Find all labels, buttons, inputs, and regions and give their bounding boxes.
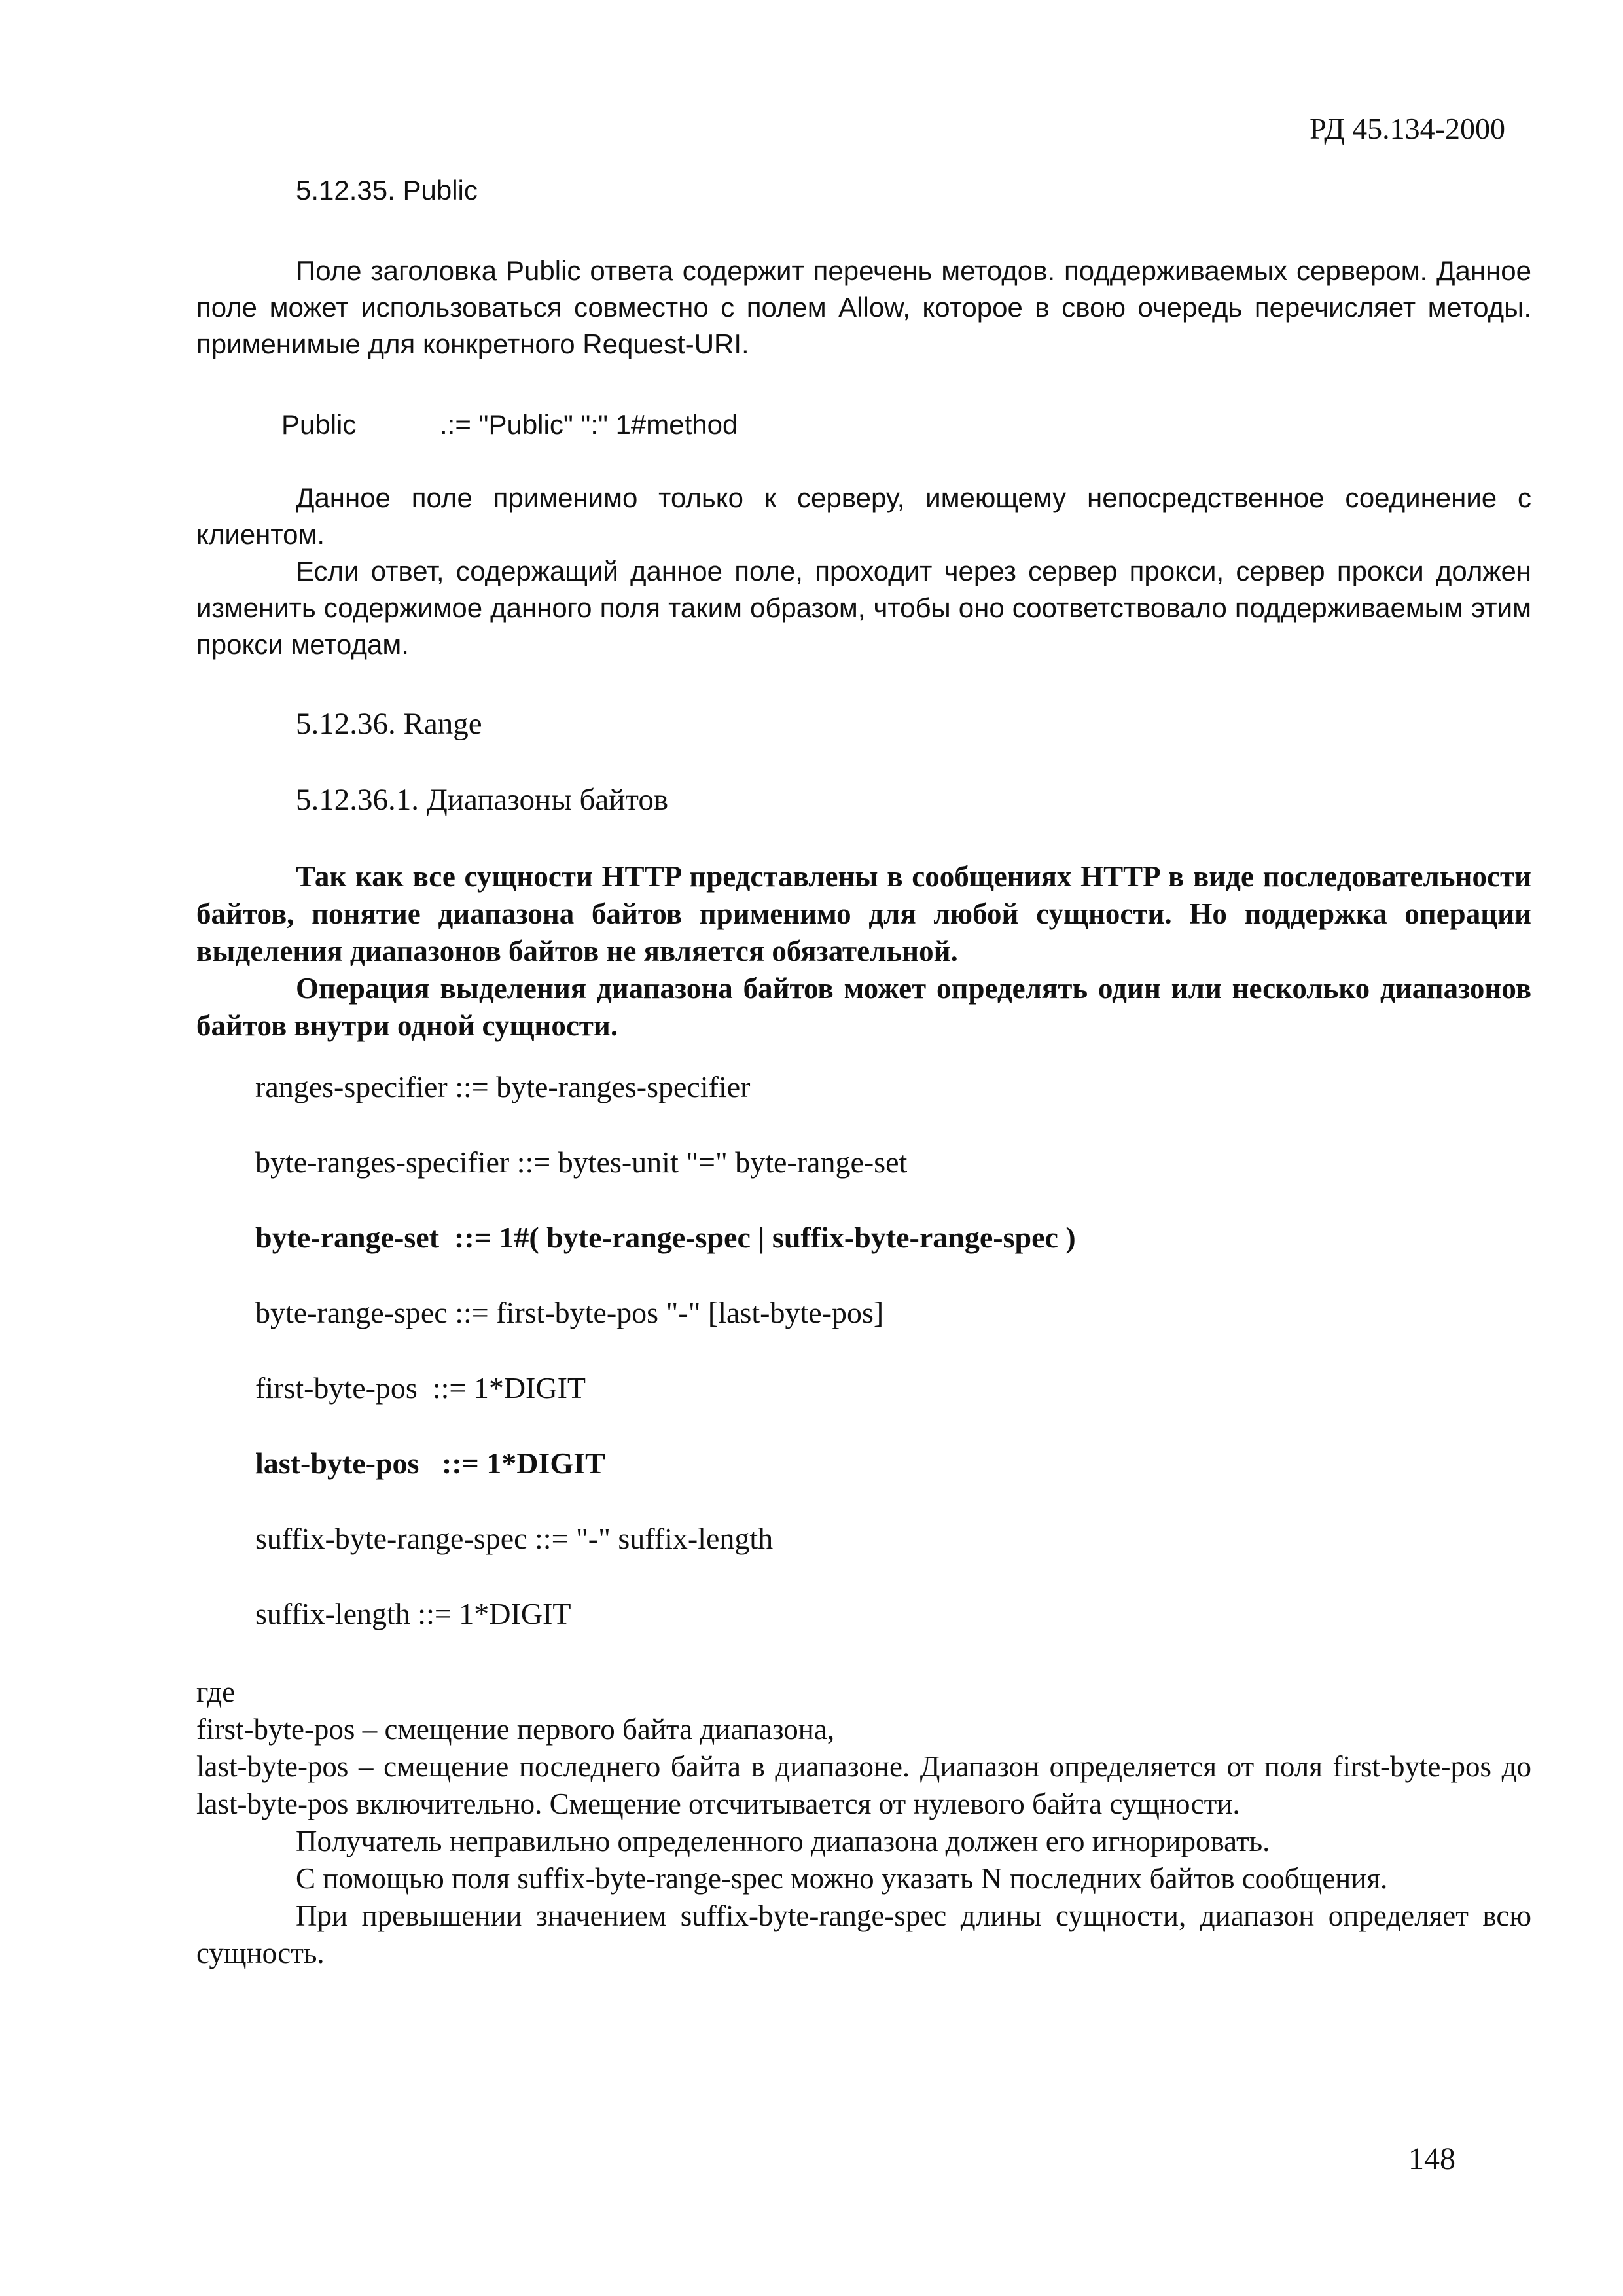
public-description	[196, 253, 1531, 363]
public-note-server: Данное поле применимо только к серверу, имеющему непосредственное соединение с клиентом.	[196, 482, 1531, 550]
page-number: 148	[1408, 2142, 1455, 2176]
public-note-proxy: Если ответ, содержащий данное поле, проходит через сервер прокси, сервер прокси должен изменить содержимое данного поля таким образом, чтобы оно соответствовало поддерживаемым этим прокси методам.	[196, 556, 1531, 660]
grammar-rule: last-byte-pos ::= 1*DIGIT	[255, 1446, 605, 1480]
public-paragraph: Поле заголовка Public ответа содержит перечень методов. поддерживаемых сервером. Данное поле может использоваться совместно с полем Allow, которое в свою очередь перечисляет методы. применимые для конкретного Request-URI.	[196, 255, 1531, 359]
invalid-range-note: Получатель неправильно определенного диапазона должен его игнорировать.	[296, 1825, 1270, 1857]
section-heading-byte-ranges: 5.12.36.1. Диапазоны байтов	[296, 783, 669, 817]
grammar-rule: suffix-byte-range-spec ::= "-" suffix-length	[255, 1522, 774, 1555]
section-heading-public: 5.12.35. Public	[296, 175, 478, 206]
grammar-rule: byte-ranges-specifier ::= bytes-unit "=" byte-range-set	[255, 1145, 908, 1179]
byte-ranges-description	[196, 858, 1531, 1045]
grammar-rule: ranges-specifier ::= byte-ranges-specifier	[255, 1070, 751, 1103]
last-byte-pos-definition: last-byte-pos – смещение последнего байта в диапазоне. Диапазон определяется от поля first-byte-pos до last-byte-pos включительно. Смещение отсчитывается от нулевого байта сущности.	[196, 1750, 1531, 1820]
suffix-overflow-note: При превышении значением suffix-byte-range-spec длины сущности, диапазон определяет всю сущность.	[196, 1899, 1531, 1969]
public-notes	[196, 480, 1531, 663]
grammar-rule: byte-range-set ::= 1#( byte-range-spec | suffix-byte-range-spec )	[255, 1221, 1076, 1254]
suffix-range-note: С помощью поля suffix-byte-range-spec можно указать N последних байтов сообщения.	[296, 1862, 1388, 1895]
byte-ranges-paragraph-1: Так как все сущности HTTP представлены в сообщениях HTTP в виде последовательности байтов, понятие диапазона байтов применимо для любой сущности. Но поддержка операции выделения диапазонов байтов не является обязательной.	[196, 860, 1531, 967]
first-byte-pos-definition: first-byte-pos – смещение первого байта диапазона,	[196, 1713, 835, 1746]
document-id-header: РД 45.134-2000	[1310, 112, 1505, 145]
definitions-block	[196, 1674, 1531, 1972]
grammar-rule: first-byte-pos ::= 1*DIGIT	[255, 1371, 586, 1405]
section-heading-range: 5.12.36. Range	[296, 707, 482, 741]
grammar-rule: suffix-length ::= 1*DIGIT	[255, 1597, 571, 1630]
public-rule-name: Public	[281, 409, 357, 440]
grammar-rule: byte-range-spec ::= first-byte-pos "-" [last-byte-pos]	[255, 1296, 884, 1329]
byte-ranges-paragraph-2: Операция выделения диапазона байтов может определять один или несколько диапазонов байтов внутри одной сущности.	[196, 972, 1531, 1042]
where-label: где	[196, 1676, 236, 1708]
public-rule-definition: .:= "Public" ":" 1#method	[440, 409, 738, 440]
